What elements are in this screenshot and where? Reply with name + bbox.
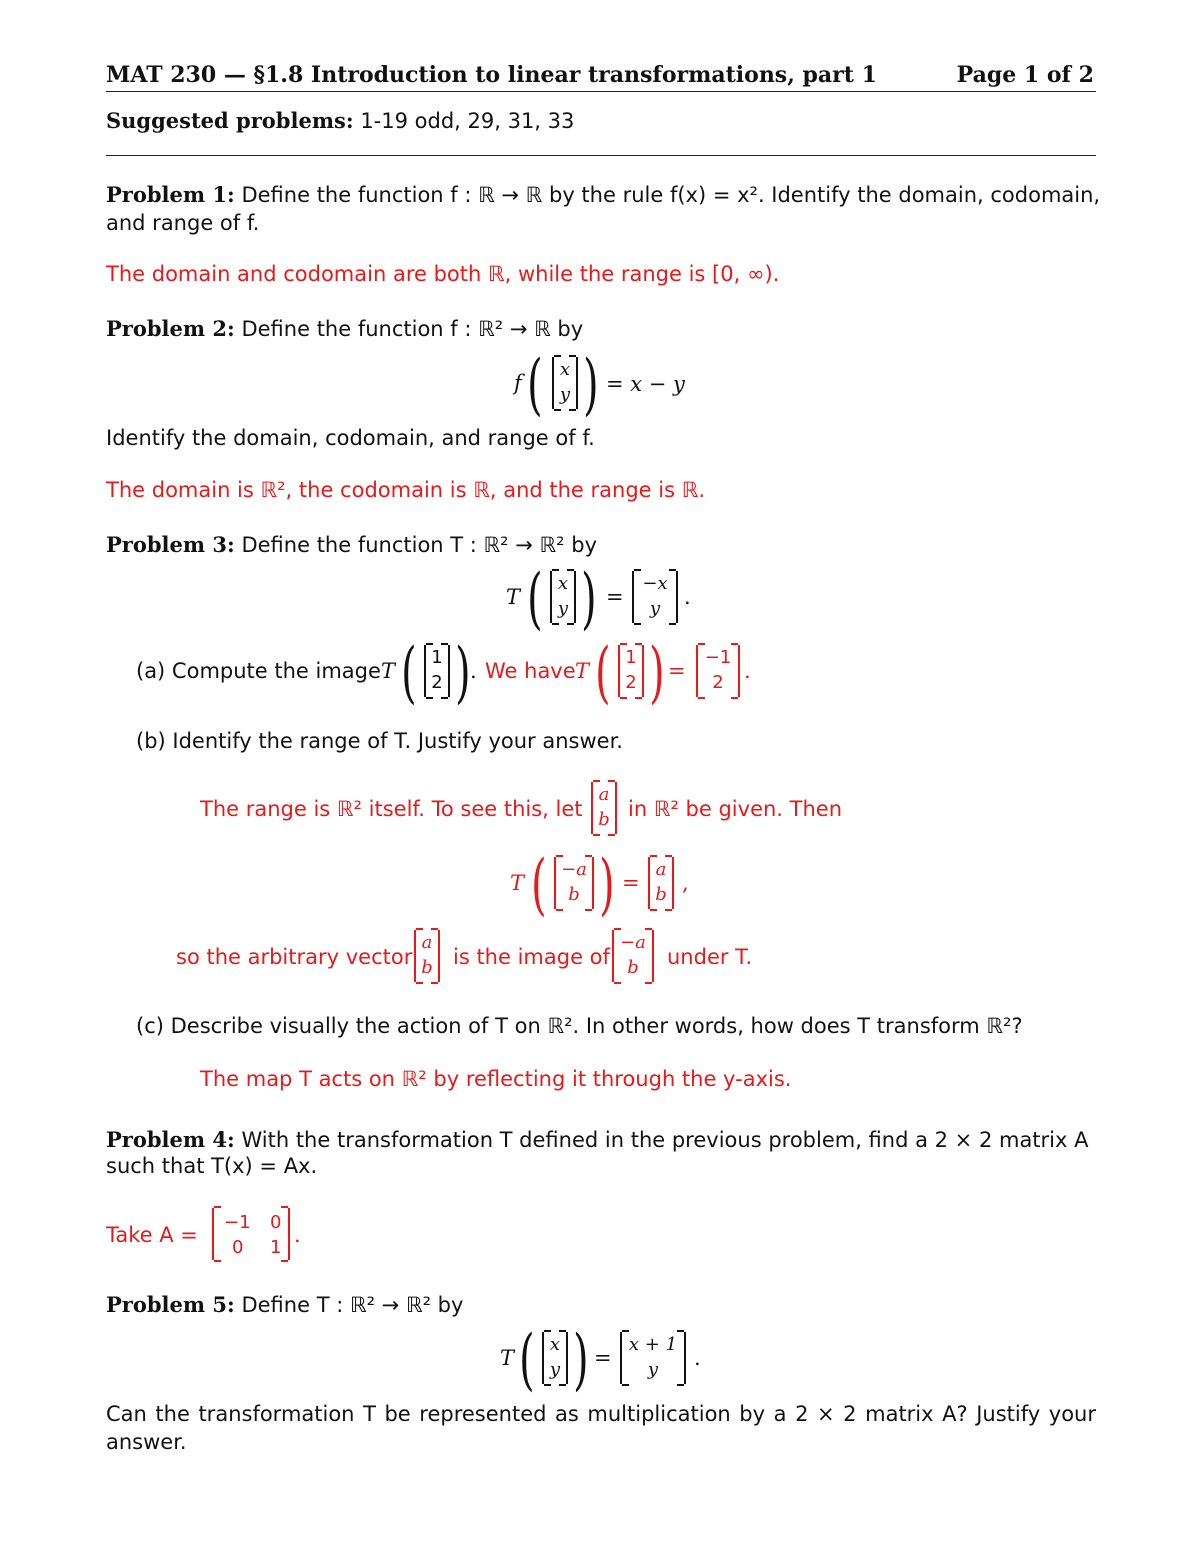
p3a-question: (a) Compute the image bbox=[136, 659, 381, 683]
p5-v1: x bbox=[549, 1334, 561, 1355]
p4-matrix-A bbox=[212, 1208, 290, 1260]
p3a-v1: 1 bbox=[431, 647, 443, 668]
p3-dot: . bbox=[684, 585, 691, 609]
problem-4-line1: With the transformation T defined in the previous problem, find a 2 × 2 matrix A bbox=[241, 1128, 1089, 1152]
suggested-problems bbox=[106, 108, 574, 133]
p2-v2: y bbox=[559, 384, 571, 405]
p3-v1: x bbox=[557, 573, 569, 594]
section-rule bbox=[106, 155, 1096, 156]
p3a-rparen: ) bbox=[455, 634, 471, 711]
p3b-eq: = bbox=[622, 871, 640, 895]
p3b-answer-line1: The range is ℝ² itself. To see this, let bbox=[200, 797, 583, 821]
p4-m21: 0 bbox=[232, 1237, 244, 1258]
problem-2 bbox=[106, 316, 583, 341]
p5-dot: . bbox=[694, 1346, 701, 1370]
p5-rparen: ) bbox=[573, 1321, 589, 1398]
p3b-va: a bbox=[598, 784, 610, 805]
p3b-lparen: ( bbox=[531, 846, 547, 923]
p3a-res1: −1 bbox=[704, 647, 732, 668]
p3a-vector bbox=[424, 645, 450, 697]
problem-2-answer: The domain is ℝ², the codomain is ℝ, and the range is ℝ. bbox=[106, 478, 706, 502]
p3a-v2: 2 bbox=[431, 672, 443, 693]
problem-5 bbox=[106, 1292, 463, 1317]
problem-1-label: Problem 1: bbox=[106, 182, 235, 207]
p5-r2: y bbox=[647, 1359, 659, 1380]
p4-m22: 1 bbox=[270, 1237, 282, 1258]
p3b-in-vb: b bbox=[568, 884, 580, 905]
p3-input-vector bbox=[550, 571, 576, 623]
p3b-pre-na: −a bbox=[620, 932, 646, 953]
problem-3-intro: Define the function T : ℝ² → ℝ² by bbox=[241, 533, 598, 557]
p5-lparen: ( bbox=[519, 1321, 535, 1398]
p3-lparen: ( bbox=[527, 560, 543, 637]
p2-fname: f bbox=[514, 371, 522, 395]
p3-r1: −x bbox=[642, 573, 668, 594]
p3b-out-vb: b bbox=[655, 884, 667, 905]
p3b-question: (b) Identify the range of T. Justify your answer. bbox=[136, 729, 623, 753]
problem-4-answer: Take A = bbox=[106, 1223, 198, 1247]
p3-output-vector bbox=[632, 571, 678, 623]
p3a-ans-lparen: ( bbox=[595, 634, 611, 711]
p5-v2: y bbox=[549, 1359, 561, 1380]
p4-dot: . bbox=[294, 1223, 301, 1247]
p3b-answer-line2c: under T. bbox=[667, 945, 753, 969]
p2-rparen: ) bbox=[583, 346, 599, 423]
problem-4-label: Problem 4: bbox=[106, 1127, 235, 1152]
p3a-ans-rparen: ) bbox=[649, 634, 665, 711]
p2-rhs: = x − y bbox=[606, 372, 685, 396]
page-title: MAT 230 — §1.8 Introduction to linear transformations, part 1 bbox=[106, 62, 877, 88]
p5-input-vector bbox=[542, 1332, 568, 1384]
p3a-res2: 2 bbox=[712, 672, 724, 693]
problem-2-label: Problem 2: bbox=[106, 316, 235, 341]
p3b-vb: b bbox=[598, 809, 610, 830]
problem-1-answer: The domain and codomain are both ℝ, while the range is [0, ∞). bbox=[106, 262, 780, 286]
p3b-arbitrary-vector bbox=[414, 930, 440, 982]
p3c-question: (c) Describe visually the action of T on ℝ². In other words, how does T transform ℝ²? bbox=[136, 1014, 1023, 1038]
p3-tname: T bbox=[506, 585, 521, 609]
problem-5-intro: Define T : ℝ² → ℝ² by bbox=[241, 1293, 464, 1317]
p2-lparen: ( bbox=[527, 346, 543, 423]
problem-5-line2: answer. bbox=[106, 1430, 187, 1454]
p5-eq: = bbox=[594, 1346, 612, 1370]
p2-input-vector bbox=[552, 357, 578, 409]
p3b-rparen: ) bbox=[599, 846, 615, 923]
problem-4 bbox=[106, 1127, 1088, 1152]
p4-m12: 0 bbox=[270, 1212, 282, 1233]
page-number: Page 1 of 2 bbox=[956, 62, 1094, 88]
problem-1-line1: Define the function f : ℝ → ℝ by the rule f(x) = x². Identify the domain, codomain, bbox=[241, 183, 1101, 207]
problem-2-intro: Define the function f : ℝ² → ℝ by bbox=[241, 317, 584, 341]
p5-r1: x + 1 bbox=[628, 1334, 678, 1355]
problem-2-question: Identify the domain, codomain, and range of f. bbox=[106, 426, 595, 450]
p3c-answer: The map T acts on ℝ² by reflecting it through the y-axis. bbox=[200, 1067, 792, 1091]
problem-3-label: Problem 3: bbox=[106, 532, 235, 557]
p3a-ans-dot: . bbox=[744, 659, 751, 683]
p4-m11: −1 bbox=[224, 1212, 251, 1233]
p3b-answer-line2a: so the arbitrary vector bbox=[176, 945, 413, 969]
p3-r2: y bbox=[649, 598, 661, 619]
problem-1-line2: and range of f. bbox=[106, 211, 260, 235]
p3a-lparen: ( bbox=[401, 634, 417, 711]
p3a-answer: We have bbox=[485, 659, 576, 683]
p3a-ans-vector bbox=[618, 645, 644, 697]
problem-5-label: Problem 5: bbox=[106, 1292, 235, 1317]
p3-rparen: ) bbox=[581, 560, 597, 637]
p3b-arb-vb: b bbox=[421, 957, 433, 978]
p3a-ans-v2: 2 bbox=[625, 672, 637, 693]
p3b-answer-line2b: is the image of bbox=[453, 945, 610, 969]
p3b-out-va: a bbox=[655, 859, 667, 880]
p3-v2: y bbox=[557, 598, 569, 619]
p3b-preimage-vector bbox=[612, 930, 654, 982]
problem-3 bbox=[106, 532, 597, 557]
p3a-result-vector bbox=[696, 645, 740, 697]
header-rule bbox=[106, 91, 1096, 92]
p3b-tname: T bbox=[510, 871, 525, 895]
p3b-input-vector bbox=[554, 857, 594, 909]
p3b-arb-va: a bbox=[421, 932, 433, 953]
p3a-tname: T bbox=[381, 659, 396, 683]
p5-tname: T bbox=[500, 1346, 515, 1370]
p3a-ans-tname: T bbox=[575, 659, 590, 683]
p3a-ans-v1: 1 bbox=[625, 647, 637, 668]
p3b-pre-vb: b bbox=[627, 957, 639, 978]
p3b-vector-ab bbox=[591, 782, 617, 834]
problem-5-line1: Can the transformation T be represented as multiplication by a 2 × 2 matrix A? Justify your bbox=[106, 1402, 1096, 1426]
suggested-label: Suggested problems: bbox=[106, 108, 354, 133]
p2-v1: x bbox=[559, 359, 571, 380]
p3b-answer-line1b: in ℝ² be given. Then bbox=[628, 797, 843, 821]
problem-1 bbox=[106, 182, 1100, 207]
p3a-dot: . bbox=[470, 659, 477, 683]
p3b-comma: , bbox=[682, 871, 689, 895]
problem-4-line2: such that T(x) = Ax. bbox=[106, 1154, 318, 1178]
p3-eq: = bbox=[606, 585, 624, 609]
p3a-ans-eq: = bbox=[668, 659, 686, 683]
p3b-output-vector bbox=[648, 857, 674, 909]
suggested-text: 1-19 odd, 29, 31, 33 bbox=[360, 109, 575, 133]
p5-output-vector bbox=[620, 1332, 686, 1384]
p3b-na: −a bbox=[561, 859, 587, 880]
